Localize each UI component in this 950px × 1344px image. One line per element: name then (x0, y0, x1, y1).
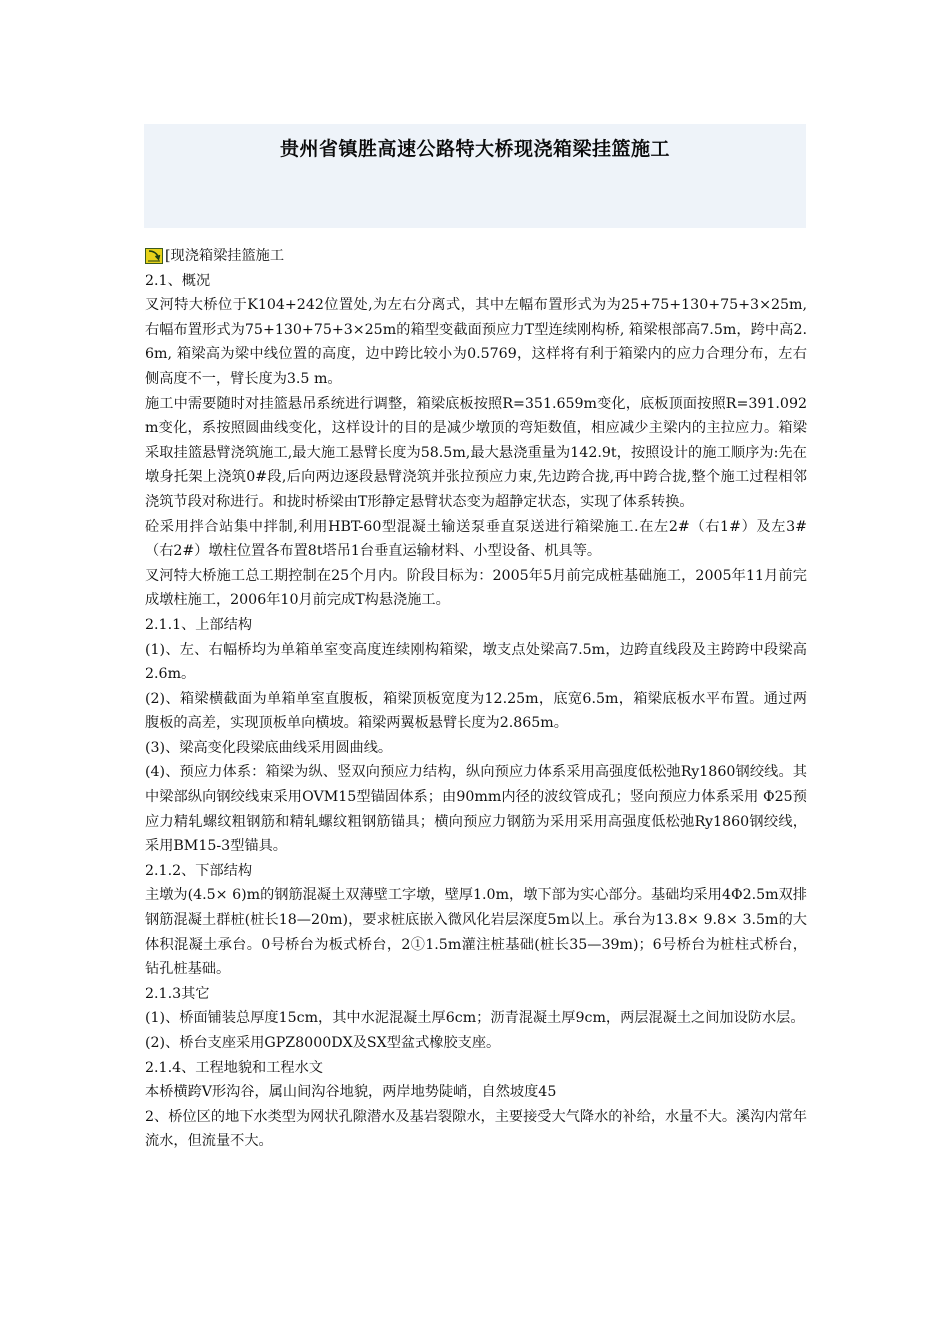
paragraph: (2)、桥台支座采用GPZ8000DX及SX型盆式橡胶支座。 (145, 1035, 501, 1051)
paragraph: 主墩为(4.5× 6)m的钢筋混凝土双薄壁工字墩，壁厚1.0m，墩下部为实心部分。基础均采用4Φ2.5m双排钢筋混凝土群桩(桩长18—20m)，要求桩底嵌入微风化岩层深度5m以上。承台为13.8× 9.8× 3.5m的大体积混凝土承台。0号桥台为板式桥台，2①1.5m灌注桩基础(桩长35—39m)；6号桥台为桩柱式桥台，钻孔桩基础。 (145, 887, 807, 978)
title-box (144, 124, 806, 228)
paragraph: 施工中需要随时对挂篮悬吊系统进行调整，箱梁底板按照R=351.659m变化，底板顶面按照R=391.092m变化，系按照圆曲线变化，这样设计的目的是减少墩顶的弯矩数值，相应减少主梁内的主拉应力。箱梁采取挂篮悬臂浇筑施工,最大施工悬臂长度为58.5m,最大悬浇重量为142.9t，按照设计的施工顺序为:先在墩身托架上浇筑0#段,后向两边逐段悬臂浇筑并张拉预应力束,先边跨合拢,再中跨合拢,整个施工过程相邻浇筑节段对称进行。和拢时桥梁由T形静定悬臂状态变为超静定状态，实现了体系转换。 (145, 395, 807, 510)
section-heading: 2.1.1、上部结构 (145, 616, 253, 633)
paragraph: (4)、预应力体系：箱梁为纵、竖双向预应力结构，纵向预应力体系采用高强度低松弛Ry1860钢绞线。其中梁部纵向钢绞线束采用OVM15型锚固体系；由90mm内径的波纹管成孔；竖向预应力体系采用 Φ25预应力精轧螺纹粗钢筋和精轧螺纹粗钢筋锚具；横向预应力钢筋为采用采用高强度低松弛Ry1860钢绞线，采用BM15-3型锚具。 (145, 764, 807, 855)
paragraph: 叉河特大桥位于K104+242位置处,为左右分离式，其中左幅布置形式为为25+75+130+75+3×25m,右幅布置形式为75+130+75+3×25m的箱型变截面预应力T型连续刚构桥, 箱梁根部高7.5m，跨中高2.6m, 箱梁高为梁中线位置的高度，边中跨比较小为0.5769，这样将有利于箱梁内的应力合理分布，左右侧高度不一，臂长度为3.5 m。 (145, 297, 807, 387)
paragraph: (1)、左、右幅桥均为单箱单室变高度连续刚构箱梁，墩支点处梁高7.5m，边跨直线段及主跨跨中段梁高2.6m。 (145, 641, 807, 683)
section-heading: 2.1.2、下部结构 (145, 862, 253, 879)
paragraph: 叉河特大桥施工总工期控制在25个月内。阶段目标为：2005年5月前完成桩基础施工，2005年11月前完成墩柱施工，2006年10月前完成T构悬浇施工。 (145, 567, 807, 609)
paragraph: 本桥横跨V形沟谷，属山间沟谷地貌，两岸地势陡峭，自然坡度45 (145, 1084, 557, 1101)
section-heading: 2.1、概况 (145, 272, 211, 289)
section-heading: 2.1.3其它 (145, 985, 210, 1002)
paragraph: (1)、桥面铺装总厚度15cm，其中水泥混凝土厚6cm；沥青混凝土厚9cm，两层混凝土之间加设防水层。 (145, 1010, 805, 1027)
document-arrow-icon (145, 248, 163, 264)
page-title: 贵州省镇胜高速公路特大桥现浇箱梁挂篮施工 (279, 138, 670, 160)
intro-label: [现浇箱梁挂篮施工 (165, 248, 285, 264)
paragraph: (2)、箱梁横截面为单箱单室直腹板，箱梁顶板宽度为12.25m，底宽6.5m，箱梁底板水平布置。通过两腹板的高差，实现顶板单向横坡。箱梁两翼板悬臂长度为2.865m。 (145, 690, 807, 732)
paragraph: 砼采用拌合站集中拌制,利用HBT-60型混凝土输送泵垂直泵送进行箱梁施工.在左2#（右1#）及左3#（右2#）墩柱位置各布置8t塔吊1台垂直运输材料、小型设备、机具等。 (145, 518, 807, 560)
section-heading: 2.1.4、工程地貌和工程水文 (145, 1059, 323, 1076)
paragraph: (3)、梁高变化段梁底曲线采用圆曲线。 (145, 739, 393, 756)
paragraph: 2、桥位区的地下水类型为网状孔隙潜水及基岩裂隙水，主要接受大气降水的补给，水量不大。溪沟内常年流水，但流量不大。 (145, 1108, 807, 1150)
document-body (145, 244, 807, 1154)
intro-line (145, 244, 807, 269)
